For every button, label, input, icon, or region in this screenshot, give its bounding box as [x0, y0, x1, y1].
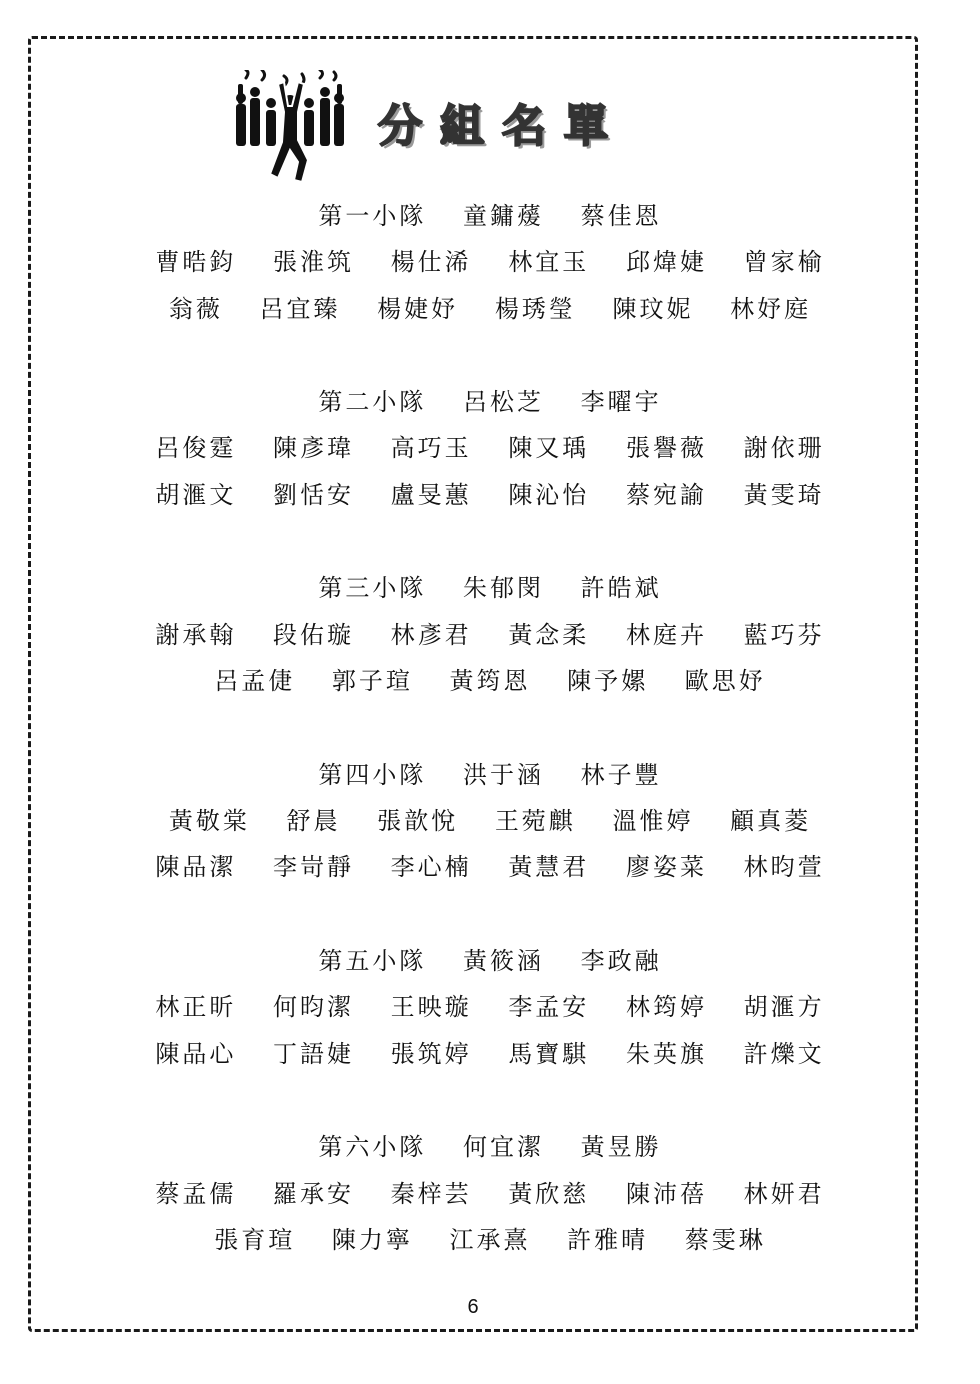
member-name: 曹晧鈞 — [155, 248, 237, 276]
team-leader: 許皓斌 — [580, 574, 662, 602]
member-name: 陳彥瑋 — [273, 434, 355, 462]
member-name: 林彥君 — [390, 621, 472, 649]
member-name: 盧旻蕙 — [390, 481, 472, 509]
member-name: 張淮筑 — [273, 248, 355, 276]
member-row — [0, 801, 980, 836]
member-name: 林昀萱 — [743, 853, 825, 881]
member-name: 胡滙方 — [743, 993, 825, 1021]
member-name: 歐思妤 — [684, 667, 766, 695]
member-name: 李孟安 — [508, 993, 590, 1021]
member-name: 黃念柔 — [508, 621, 590, 649]
page-title — [378, 90, 612, 150]
member-name: 蔡孟儒 — [155, 1180, 237, 1208]
member-name: 陳予嫘 — [567, 667, 649, 695]
team-leader: 黃筱涵 — [463, 947, 544, 975]
team-leader: 呂松芝 — [463, 388, 544, 416]
member-name: 羅承安 — [273, 1180, 355, 1208]
title-char: 名 — [502, 101, 550, 152]
member-row — [0, 242, 980, 277]
member-row — [0, 475, 980, 510]
member-name: 顧真菱 — [730, 807, 812, 835]
title-char: 組 — [440, 101, 488, 152]
team-heading-line — [0, 755, 980, 790]
member-name: 林妤庭 — [730, 295, 812, 323]
member-name: 翁薇 — [168, 295, 223, 323]
team-leader: 李政融 — [580, 947, 662, 975]
page-number: 6 — [467, 1296, 479, 1318]
member-name: 王菀麒 — [494, 807, 576, 835]
member-name: 朱英旗 — [625, 1040, 707, 1068]
member-name: 蔡宛諭 — [625, 481, 707, 509]
team-name: 第五小隊 — [318, 947, 427, 975]
member-row — [0, 1220, 980, 1255]
member-name: 呂孟倢 — [214, 667, 296, 695]
member-name: 郭子瑄 — [331, 667, 413, 695]
member-name: 王映璇 — [390, 993, 472, 1021]
member-name: 呂俊霆 — [155, 434, 237, 462]
member-name: 林筠婷 — [625, 993, 707, 1021]
team-leader: 洪于涵 — [463, 761, 544, 789]
member-name: 謝承翰 — [155, 621, 237, 649]
cheering-crowd-icon — [232, 70, 348, 186]
member-name: 劉恬安 — [273, 481, 355, 509]
team-heading-line — [0, 196, 980, 231]
member-name: 張育瑄 — [214, 1226, 296, 1254]
team-name: 第二小隊 — [318, 388, 427, 416]
team-name: 第一小隊 — [318, 202, 427, 230]
member-name: 馬寶騏 — [508, 1040, 590, 1068]
member-name: 江承熹 — [449, 1226, 531, 1254]
member-row — [0, 615, 980, 650]
member-name: 陳沁怡 — [508, 481, 590, 509]
member-name: 李心楠 — [390, 853, 472, 881]
member-name: 秦梓芸 — [390, 1180, 472, 1208]
member-name: 黃雯琦 — [743, 481, 825, 509]
member-name: 邱煒婕 — [625, 248, 707, 276]
member-name: 許爍文 — [743, 1040, 825, 1068]
member-name: 楊仕浠 — [390, 248, 472, 276]
member-name: 胡滙文 — [155, 481, 237, 509]
member-name: 黃慧君 — [508, 853, 590, 881]
team-name: 第三小隊 — [318, 574, 427, 602]
member-name: 陳品心 — [155, 1040, 237, 1068]
member-name: 陳玟妮 — [612, 295, 694, 323]
member-name: 楊琇瑩 — [494, 295, 576, 323]
member-name: 楊婕妤 — [377, 295, 459, 323]
member-name: 謝依珊 — [743, 434, 825, 462]
team-name: 第四小隊 — [318, 761, 427, 789]
member-name: 張筑婷 — [390, 1040, 472, 1068]
member-name: 林庭卉 — [625, 621, 707, 649]
member-name: 張歆悅 — [377, 807, 459, 835]
member-name: 呂宜臻 — [259, 295, 341, 323]
member-name: 黃筠恩 — [449, 667, 531, 695]
member-name: 林宜玉 — [508, 248, 590, 276]
member-row — [0, 661, 980, 696]
member-name: 黃欣慈 — [508, 1180, 590, 1208]
team-leader: 林子豐 — [580, 761, 662, 789]
member-name: 張譽薇 — [625, 434, 707, 462]
team-heading-line — [0, 941, 980, 976]
member-name: 藍巧芬 — [743, 621, 825, 649]
member-name: 丁語婕 — [273, 1040, 355, 1068]
member-name: 陳力寧 — [331, 1226, 413, 1254]
member-name: 舒晨 — [286, 807, 341, 835]
team-leader: 李曜宇 — [580, 388, 662, 416]
title-char: 分 — [378, 101, 426, 152]
member-name: 陳品潔 — [155, 853, 237, 881]
title-char: 單 — [564, 101, 612, 152]
member-name: 高巧玉 — [390, 434, 472, 462]
team-heading-line — [0, 382, 980, 417]
member-name: 林妍君 — [743, 1180, 825, 1208]
member-name: 何昀潔 — [273, 993, 355, 1021]
member-name: 林正昕 — [155, 993, 237, 1021]
member-name: 陳沛蓓 — [625, 1180, 707, 1208]
member-name: 黃敬棠 — [168, 807, 250, 835]
member-row — [0, 1034, 980, 1069]
team-leader: 朱郁閔 — [463, 574, 544, 602]
team-name: 第六小隊 — [318, 1133, 427, 1161]
member-row — [0, 987, 980, 1022]
team-leader: 黃昱勝 — [580, 1133, 662, 1161]
team-leader: 何宜潔 — [463, 1133, 544, 1161]
member-row — [0, 847, 980, 882]
member-row — [0, 1174, 980, 1209]
member-row — [0, 289, 980, 324]
team-leader: 蔡佳恩 — [580, 202, 662, 230]
member-name: 陳又瑀 — [508, 434, 590, 462]
team-heading-line — [0, 568, 980, 603]
member-name: 溫惟婷 — [612, 807, 694, 835]
member-name: 李岢靜 — [273, 853, 355, 881]
team-heading-line — [0, 1127, 980, 1162]
member-name: 段佑璇 — [273, 621, 355, 649]
member-name: 曾家榆 — [743, 248, 825, 276]
member-row — [0, 428, 980, 463]
team-leader: 童鏞蕿 — [463, 202, 544, 230]
member-name: 蔡雯琳 — [684, 1226, 766, 1254]
member-name: 廖姿菜 — [625, 853, 707, 881]
member-name: 許雅晴 — [567, 1226, 649, 1254]
